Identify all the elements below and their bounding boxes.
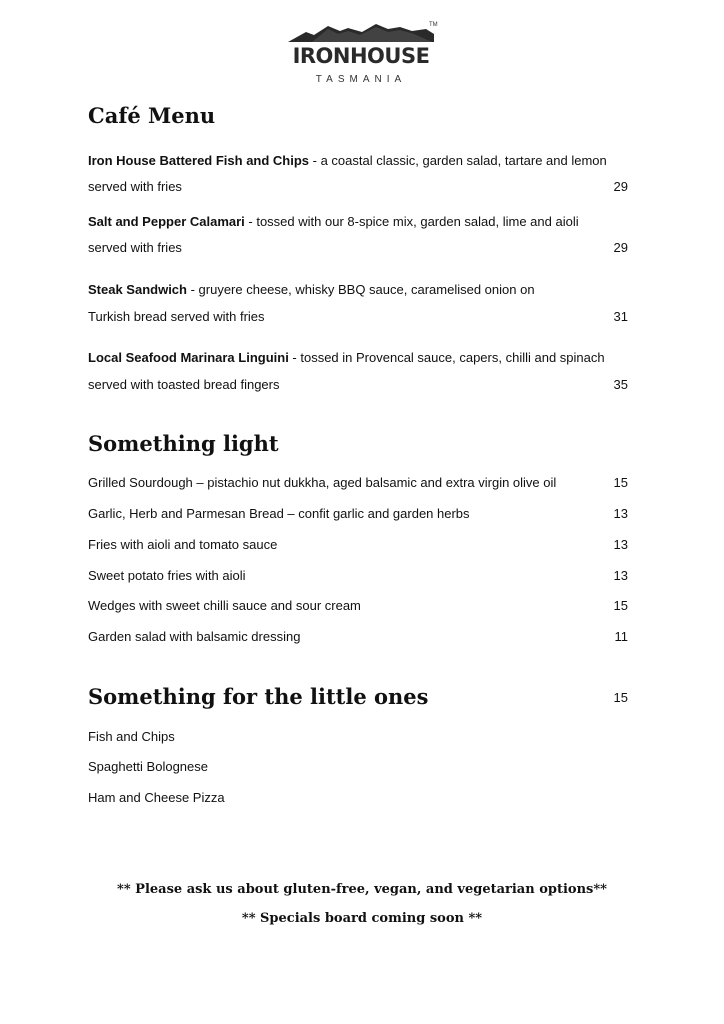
menu-item-name: Local Seafood Marinara Linguini bbox=[88, 350, 289, 365]
cafe-menu-heading: Café Menu bbox=[88, 103, 216, 128]
light-item-price: 15 bbox=[613, 475, 628, 490]
menu-item-name: Salt and Pepper Calamari bbox=[88, 214, 245, 229]
menu-item-description-continued: served with fries bbox=[88, 240, 182, 255]
specials-note: ** Specials board coming soon ** bbox=[241, 911, 483, 926]
menu-item-name: Iron House Battered Fish and Chips bbox=[88, 153, 310, 168]
menu-item-name: Steak Sandwich bbox=[88, 282, 187, 297]
kids-item: Spaghetti Bolognese bbox=[88, 759, 208, 774]
light-item: Wedges with sweet chilli sauce and sour cream bbox=[88, 598, 361, 613]
kids-item: Ham and Cheese Pizza bbox=[88, 790, 225, 805]
light-item: Grilled Sourdough – pistachio nut dukkha, aged balsamic and extra virgin olive oil bbox=[88, 475, 557, 490]
menu-item-description-continued: served with fries bbox=[88, 179, 182, 194]
light-item-price: 13 bbox=[613, 537, 628, 552]
menu-item-description: - gruyere cheese, whisky BBQ sauce, caramelised onion on bbox=[186, 282, 535, 297]
menu-item-price: 29 bbox=[613, 179, 628, 194]
trademark-mark: TM bbox=[429, 22, 438, 28]
light-item-price: 11 bbox=[614, 629, 628, 644]
kids-menu-price: 15 bbox=[613, 690, 628, 705]
light-item: Fries with aioli and tomato sauce bbox=[88, 537, 278, 552]
kids-menu-heading: Something for the little ones bbox=[88, 684, 429, 709]
menu-item-description: - tossed in Provencal sauce, capers, chilli and spinach bbox=[288, 350, 605, 365]
menu-item-description: - tossed with our 8-spice mix, garden salad, lime and aioli bbox=[244, 214, 579, 229]
menu-item-line bbox=[88, 282, 535, 298]
light-item: Garden salad with balsamic dressing bbox=[88, 629, 301, 644]
logo-subtitle: TASMANIA bbox=[315, 74, 407, 85]
menu-item-description: - a coastal classic, garden salad, tartare and lemon bbox=[309, 153, 607, 168]
menu-item-line bbox=[88, 153, 607, 169]
ironhouse-logo bbox=[284, 20, 440, 90]
light-item: Sweet potato fries with aioli bbox=[88, 568, 246, 583]
dietary-note: ** Please ask us about gluten-free, vegan, and vegetarian options** bbox=[117, 882, 607, 897]
menu-item-line bbox=[88, 350, 605, 366]
menu-item-description-continued: Turkish bread served with fries bbox=[88, 309, 265, 324]
something-light-heading: Something light bbox=[88, 431, 279, 456]
light-item-price: 15 bbox=[613, 598, 628, 613]
menu-item-price: 29 bbox=[613, 240, 628, 255]
light-item-price: 13 bbox=[613, 506, 628, 521]
light-item-price: 13 bbox=[613, 568, 628, 583]
menu-item-price: 35 bbox=[613, 377, 628, 392]
menu-item-price: 31 bbox=[613, 309, 628, 324]
menu-item-line bbox=[88, 214, 579, 230]
light-item: Garlic, Herb and Parmesan Bread – confit garlic and garden herbs bbox=[88, 506, 470, 521]
mountain-icon bbox=[284, 20, 440, 46]
logo-wordmark: IRONHOUSE bbox=[292, 44, 430, 68]
menu-item-description-continued: served with toasted bread fingers bbox=[88, 377, 280, 392]
kids-item: Fish and Chips bbox=[88, 729, 175, 744]
